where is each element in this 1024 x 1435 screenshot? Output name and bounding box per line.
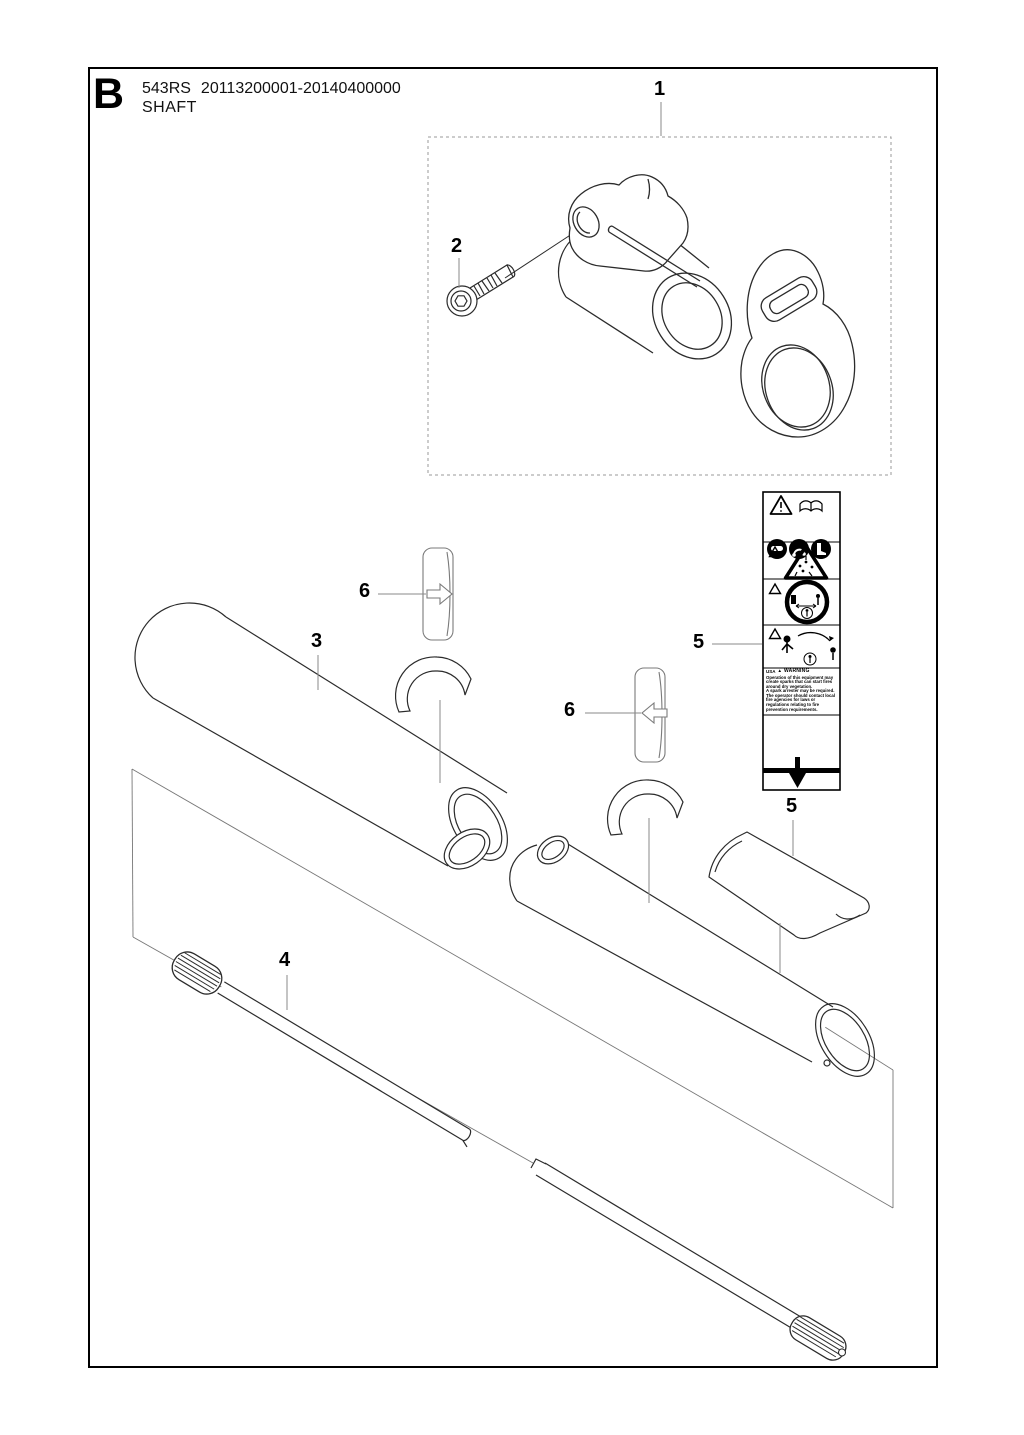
section-letter: B xyxy=(93,70,124,118)
sticker-fine-print xyxy=(766,668,838,712)
clamp-right-half xyxy=(741,250,855,440)
sticker-line: regulations relating to fire xyxy=(766,702,820,708)
upper-tube xyxy=(135,603,520,877)
half-shell-upper xyxy=(396,657,471,712)
sticker-region: USA xyxy=(766,668,776,674)
warning-sticker xyxy=(763,492,840,790)
model-serial-line xyxy=(142,80,401,98)
callout-4-drive-shaft: 4 xyxy=(279,949,291,971)
callout-5-decal-bottom: 5 xyxy=(786,795,798,817)
sticker-line: create sparks that can start fires xyxy=(766,679,833,685)
decal-wrap-sheet xyxy=(709,832,869,939)
sticker-line: fire agencies for laws or xyxy=(766,697,816,703)
callout-2-screw: 2 xyxy=(451,235,463,257)
sticker-line: Operation of this equipment may xyxy=(766,674,834,680)
callout-5-decal-side: 5 xyxy=(693,631,705,653)
half-shell-lower xyxy=(608,780,683,835)
arrow-decal-upper xyxy=(423,548,453,640)
sticker-line: A spark arrester may be required. xyxy=(766,688,835,694)
drive-shaft-upper xyxy=(167,947,480,1151)
sticker-signal-word: WARNING xyxy=(783,668,810,674)
sticker-line: The operator should contact local xyxy=(766,692,835,698)
callout-3-upper-tube: 3 xyxy=(311,630,323,652)
sticker-line: around dry vegetation. xyxy=(766,683,813,689)
sticker-line: prevention requirements. xyxy=(766,706,818,712)
lower-tube xyxy=(510,830,887,1086)
callout-6-arrow-decal-lower: 6 xyxy=(564,699,576,721)
callout-1-clamp: 1 xyxy=(654,78,666,100)
serial-range: 20113200001-20140400000 xyxy=(200,80,401,97)
model-number: 543RS xyxy=(142,80,191,97)
clamp-left-half xyxy=(559,175,748,374)
sticker-warning-triangle-glyph: ▲ xyxy=(777,668,782,673)
callout-6-arrow-decal-upper: 6 xyxy=(359,580,371,602)
page-title: SHAFT xyxy=(142,99,197,116)
drive-shaft-lower xyxy=(531,1159,852,1365)
arrow-decal-lower xyxy=(635,668,667,762)
